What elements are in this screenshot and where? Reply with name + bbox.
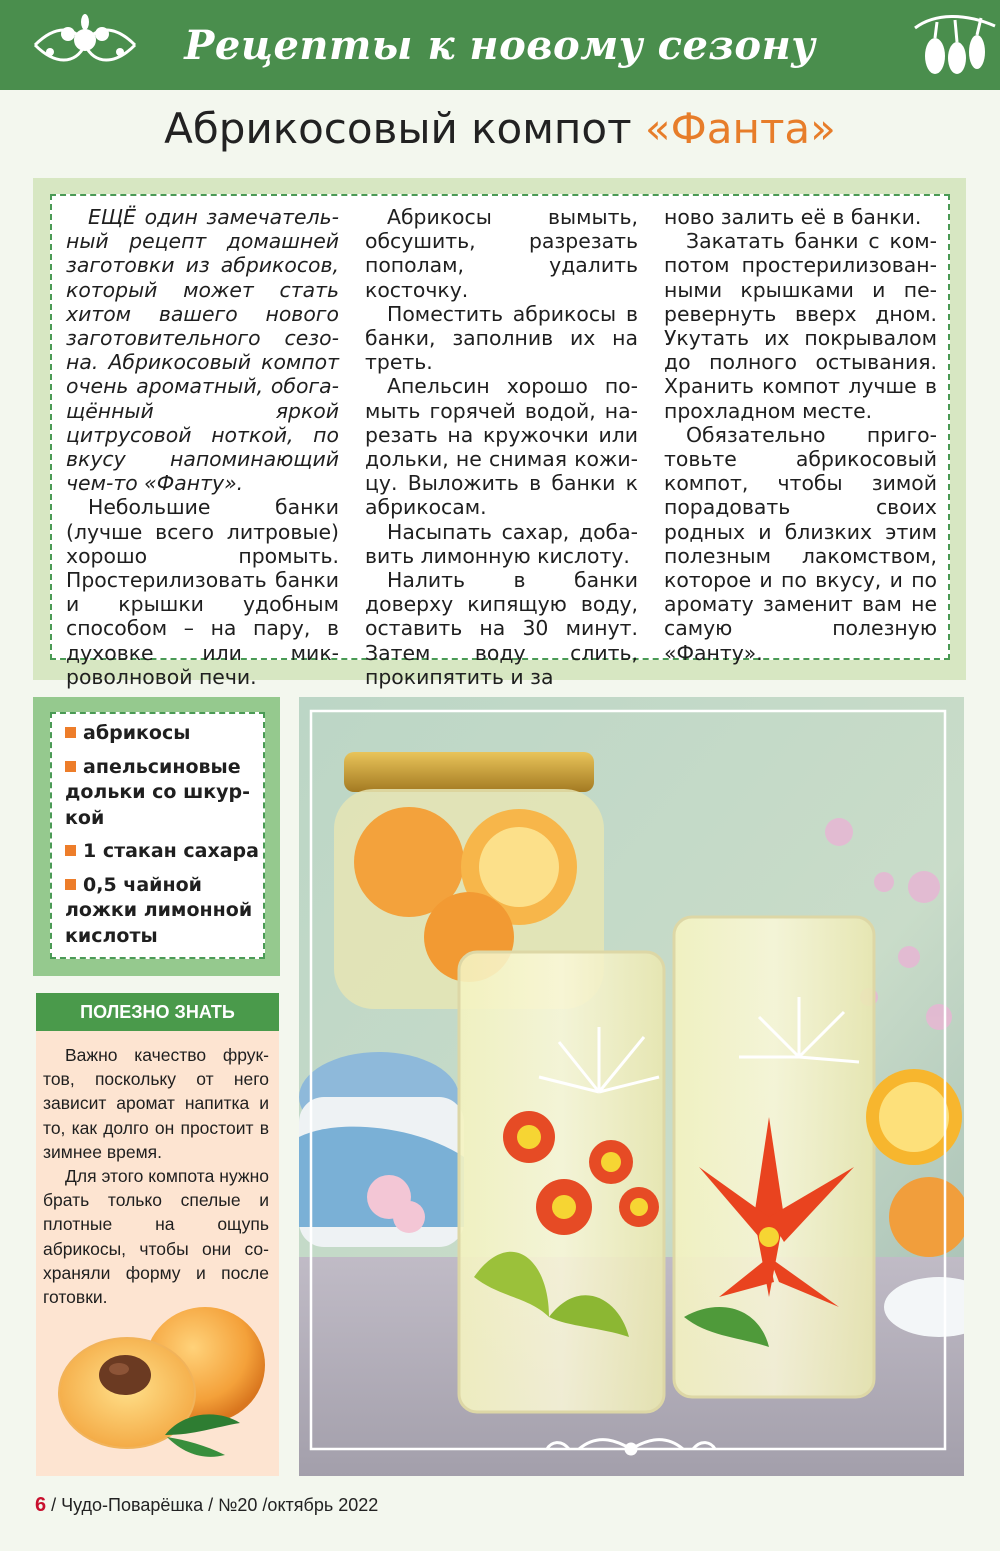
paragraph: Абрикосы вымыть, обсушить, разрезать пополам, удалить косточку.	[365, 205, 638, 302]
paragraph: Насыпать сахар, добавить лимонную кислоту.	[365, 519, 638, 568]
ingredient-item	[65, 839, 260, 865]
apricot-illustration	[55, 1305, 270, 1470]
ingredient-label: 0,5 чайной ложки лимонной кислоты	[65, 873, 253, 947]
paragraph: Для этого компота нужно брать только спелые и плотные на ощупь абрикосы, чтобы они сохраняли форму и после готовки.	[43, 1166, 269, 1308]
paragraph: Апельсин хорошо помыть горячей водой, нарезать на кружочки или дольки, не снимая кожицу. Выложить в банки к абрикосам.	[365, 374, 638, 520]
bullet-icon	[65, 761, 76, 772]
text-column-3	[664, 205, 937, 665]
pepper-ornament-icon	[905, 8, 1000, 82]
paragraph: ново залить её в банки.	[664, 205, 922, 229]
ingredient-label: 1 стакан сахара	[83, 840, 259, 862]
page-number: 6	[35, 1494, 47, 1516]
useful-text	[43, 1043, 269, 1309]
intro-paragraph: ЕЩЁ один замечательный рецепт домашней заготовки из абрикосов, который может стать хитом вашего нового заготовительного сезона. Абрикосовый компот очень ароматный, обогащённый яркой цитрусовой ноткой, по вкусу напоминающий чем-то «Фанту».	[66, 205, 339, 496]
ingredient-item	[65, 755, 260, 832]
paragraph: Обязательно приготовьте абрикосовый компот, чтобы зимой порадовать своих родных и близких этим полезным лакомством, которое и по вкусу, и по аромату заменит вам не самую полезную «Фанту».	[664, 422, 937, 665]
article-title-accent: «Фанта»	[644, 104, 836, 153]
text-column-2	[365, 205, 638, 689]
section-title: Рецепты к новому сезону	[184, 22, 816, 69]
useful-heading: ПОЛЕЗНО ЗНАТЬ	[36, 993, 279, 1031]
ingredient-label: апельсиновые дольки со шкуркой	[65, 755, 251, 829]
bullet-icon	[65, 727, 76, 738]
publication-info: / Чудо-Поварёшка / №20 /октябрь 2022	[46, 1495, 379, 1515]
page-footer	[35, 1494, 378, 1517]
ingredient-label: абрикосы	[83, 722, 191, 744]
paragraph: Закатать банки с компотом простерилизованными крышками и перевернуть вверх дном. Укутать их покрывалом до полного остывания. Хранить компот лучше в прохладном месте.	[664, 229, 937, 423]
compote-photo	[299, 697, 964, 1476]
paragraph: Небольшие банки (лучше всего литровые) хорошо промыть. Простерилизовать банки и крышки удобным способом – на пару, в духовке или микроволновой печи.	[66, 495, 339, 689]
ingredient-item	[65, 873, 260, 950]
paragraph: Важно качество фруктов, поскольку от него зависит аромат напитка и то, как долго он простоит в зимнее время.	[43, 1045, 269, 1162]
bullet-icon	[65, 879, 76, 890]
article-title	[0, 104, 1000, 153]
article-title-main: Абрикосовый компот	[164, 104, 645, 153]
paragraph: Налить в банки доверху кипящую воду, оставить на 30 минут. Затем воду слить, прокипятить и за	[365, 568, 638, 689]
ingredients-list	[65, 721, 260, 957]
text-column-1	[66, 205, 339, 689]
paragraph: Поместить абрикосы в банки, заполнив их на треть.	[365, 301, 638, 375]
ingredient-item	[65, 721, 260, 747]
bullet-icon	[65, 845, 76, 856]
